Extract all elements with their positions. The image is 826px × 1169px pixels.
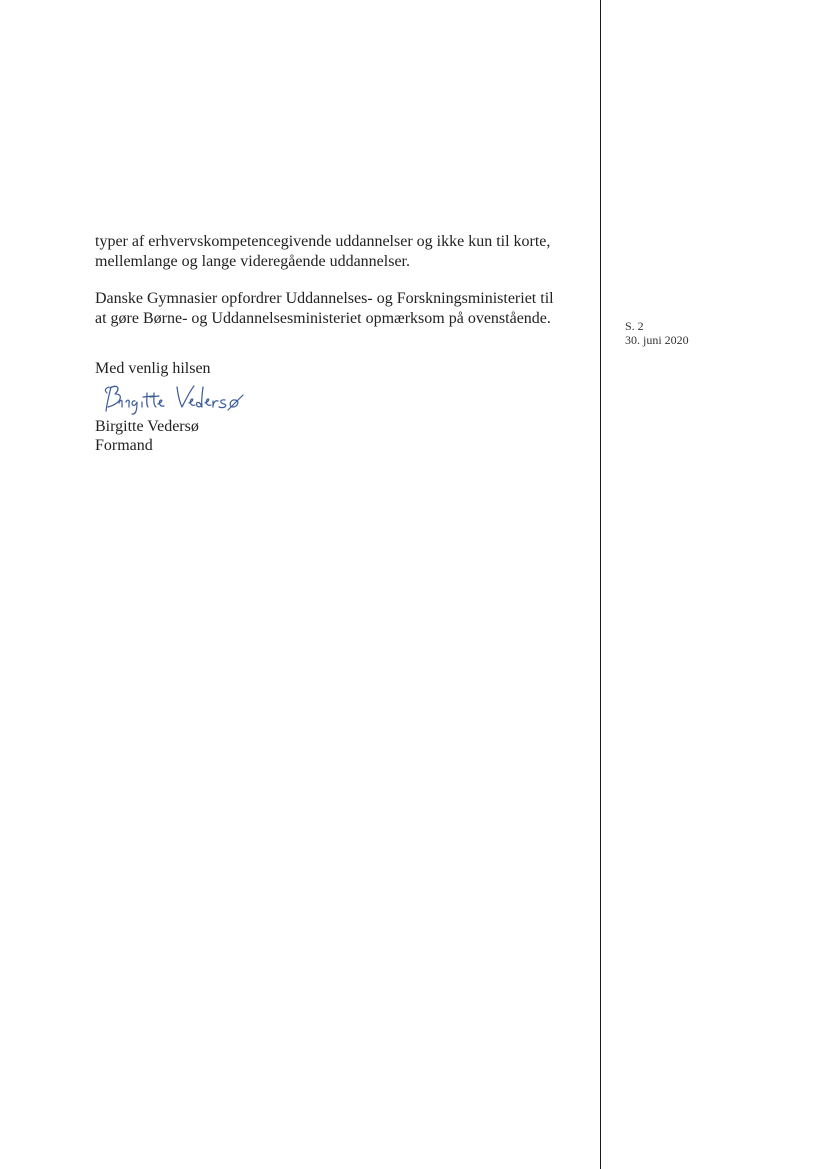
paragraph-line: Danske Gymnasier opfordrer Uddannelses- og Forskningsministeriet til: [95, 290, 554, 307]
paragraph-line: typer af erhvervskompetencegivende uddannelser og ikke kun til korte,: [95, 233, 551, 250]
paragraph: [95, 289, 585, 329]
handwritten-signature: [101, 379, 261, 417]
margin-meta: [625, 319, 689, 347]
page-number: S. 2: [625, 319, 644, 333]
margin-divider: [600, 0, 601, 1169]
signature-graphic: [101, 379, 261, 417]
signer-name: Birgitte Vedersø: [95, 418, 199, 435]
letter-body: [95, 232, 585, 329]
paragraph-line: at gøre Børne- og Uddannelsesministeriet opmærksom på ovenstående.: [95, 310, 551, 327]
signer-title: Formand: [95, 437, 153, 454]
paragraph-line: mellemlange og lange videregående uddannelser.: [95, 253, 410, 270]
letter-date: 30. juni 2020: [625, 333, 689, 347]
salutation: Med venlig hilsen: [95, 360, 211, 377]
paragraph: [95, 232, 585, 272]
closing-block: [95, 359, 261, 455]
